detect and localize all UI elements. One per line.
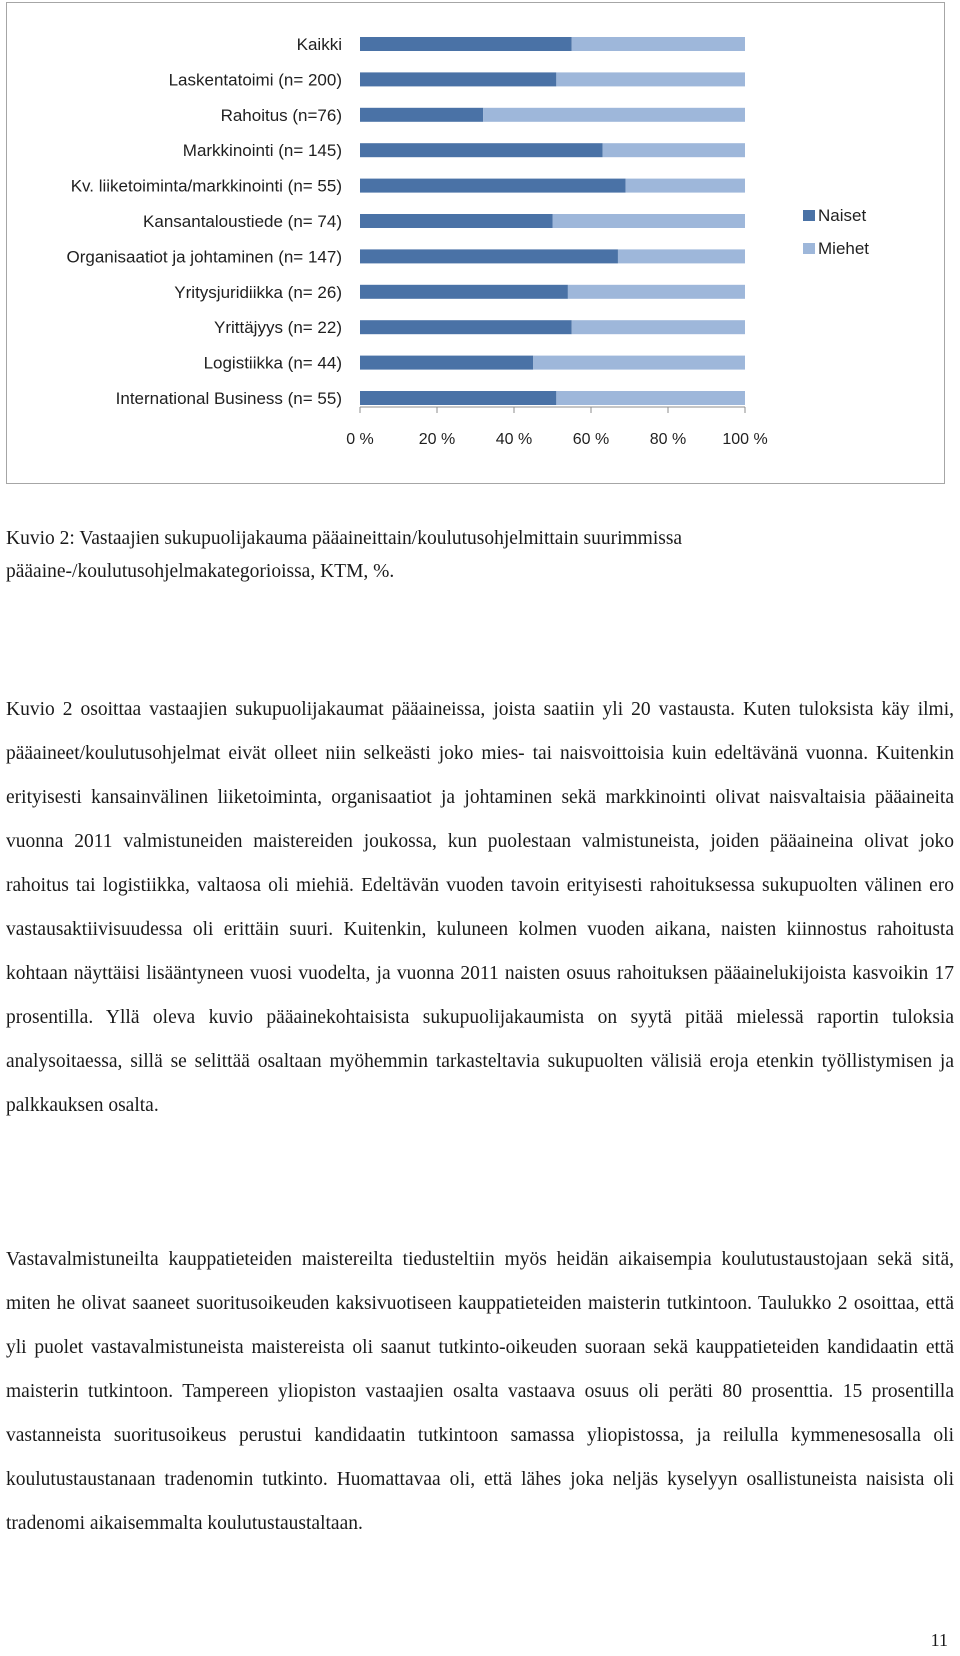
x-tick-label: 60 % xyxy=(572,431,610,448)
legend-label: Naiset xyxy=(818,206,867,225)
bar-segment-miehet xyxy=(533,356,745,370)
figure-caption: Kuvio 2: Vastaajien sukupuolijakauma pääaineittain/koulutusohjelmittain suurimmissa pääaine-/koulutusohjelmakategorioissa, KTM, %. xyxy=(6,528,683,582)
x-tick-label: 100 % xyxy=(722,431,768,448)
category-label: Kansantaloustiede (n= 74) xyxy=(143,212,342,231)
bar-segment-miehet xyxy=(618,249,745,263)
body-paragraph-2: Vastavalmistuneilta kauppatieteiden maistereilta tiedusteltiin myös heidän aikaisempia koulutustaustojaan sekä sitä, miten he olivat saaneet suoritusoikeuden kaksivuotiseen kauppatieteiden maisterin tutkintoon. Taulukko 2 osoittaa, että yli puolet vastavalmistuneista maistereista oli saanut tutkinto-oikeuden suoraan sekä kauppatieteiden kandidaatin että maisterin tutkintoon. Tampereen yliopiston vastaajien osalta vastaava osuus oli peräti 80 prosenttia. 15 prosentilla vastanneista suoritusoikeus perustui kandidaatin tutkintoon samassa yliopistossa, ja reilulla kymmenesosalla oli koulutustaustanaan tradenomin tutkinto. Huomattavaa oli, että lähes joka neljäs kyselyyn osallistuneista naisista oli tradenomi aikaisemmalta koulutustaustaltaan. xyxy=(6,1249,954,1534)
category-label: Laskentatoimi (n= 200) xyxy=(168,70,342,90)
bar-segment-miehet xyxy=(603,143,745,157)
page-number: 11 xyxy=(930,1630,948,1650)
category-label: Rahoitus (n=76) xyxy=(220,105,342,125)
legend-swatch-naiset xyxy=(803,210,815,221)
category-label: International Business (n= 55) xyxy=(115,389,342,408)
category-label: Kaikki xyxy=(296,35,342,54)
category-label: Kv. liiketoiminta/markkinointi (n= 55) xyxy=(70,176,342,196)
x-tick-label: 20 % xyxy=(418,431,456,448)
legend-label: Miehet xyxy=(818,239,870,258)
bar-segment-naiset xyxy=(360,249,618,263)
bar-segment-naiset xyxy=(360,143,603,157)
bar-segment-miehet xyxy=(568,285,745,299)
category-label: Markkinointi (n= 145) xyxy=(182,141,342,161)
category-label: Yrittäjyys (n= 22) xyxy=(213,318,342,338)
bar-segment-naiset xyxy=(360,285,568,299)
bar-segment-naiset xyxy=(360,391,556,405)
x-tick-label: 40 % xyxy=(495,431,533,448)
bar-segment-naiset xyxy=(360,72,556,86)
bar-segment-naiset xyxy=(360,108,483,122)
stacked-bar-chart xyxy=(7,3,944,483)
category-label: Yritysjuridiikka (n= 26) xyxy=(174,282,342,302)
bar-segment-miehet xyxy=(626,179,745,193)
bar-segment-naiset xyxy=(360,356,533,370)
bar-segment-miehet xyxy=(556,391,745,405)
category-label: Organisaatiot ja johtaminen (n= 147) xyxy=(66,247,342,267)
x-tick-label: 0 % xyxy=(346,431,374,448)
bar-segment-naiset xyxy=(360,179,626,193)
x-tick-label: 80 % xyxy=(649,431,687,448)
bar-segment-miehet xyxy=(483,108,745,122)
bar-segment-naiset xyxy=(360,320,572,334)
body-paragraph-1: Kuvio 2 osoittaa vastaajien sukupuolijakaumat pääaineissa, joista saatiin yli 20 vastausta. Kuten tuloksista käy ilmi, pääaineet/koulutusohjelmat eivät olleet niin selkeästi joko mies- tai naisvoittoisia kuin edeltävänä vuonna. Kuitenkin erityisesti kansainvälinen liiketoiminta, organisaatiot ja johtaminen sekä markkinointi olivat naisvaltaisia pääaineita vuonna 2011 valmistuneiden maistereiden joukossa, kun puolestaan valmistuneista, joiden pääaineina olivat joko rahoitus tai logistiikka, valtaosa oli miehiä. Edeltävän vuoden tavoin erityisesti rahoituksessa sukupuolten välinen ero vastausaktiivisuudessa oli erittäin suuri. Kuitenkin, kuluneen kolmen vuoden aikana, naisten kiinnostus rahoitusta kohtaan näyttäisi lisääntyneen vuosi vuodelta, ja vuonna 2011 naisten osuus rahoituksen pääainelukijoista kasvoikin 17 prosentilla. Yllä oleva kuvio pääainekohtaisista sukupuolijakaumista on syytä pitää mielessä raportin tuloksia analysoitaessa, sillä se selittää osaltaan myöhemmin tarkasteltavia sukupuolten välisiä eroja etenkin työllistymisen ja palkkauksen osalta. xyxy=(6,699,954,1116)
bar-segment-miehet xyxy=(556,72,745,86)
chart-frame xyxy=(6,2,945,484)
bar-segment-miehet xyxy=(572,37,745,51)
bar-segment-naiset xyxy=(360,214,553,228)
bar-segment-miehet xyxy=(572,320,745,334)
bar-segment-miehet xyxy=(553,214,746,228)
category-label: Logistiikka (n= 44) xyxy=(203,353,342,373)
bar-segment-naiset xyxy=(360,37,572,51)
legend-swatch-miehet xyxy=(803,243,815,254)
